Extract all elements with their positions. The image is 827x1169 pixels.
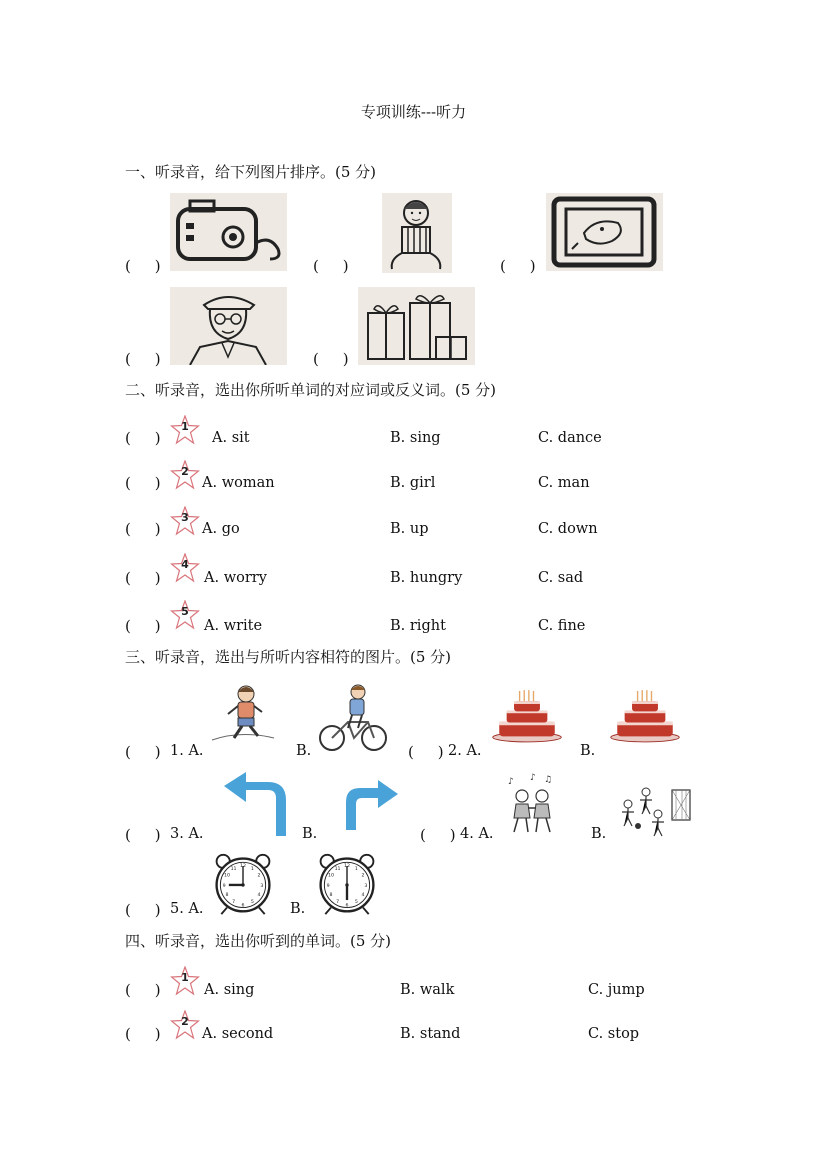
gifts-icon: [358, 287, 475, 365]
answer-blank[interactable]: ( ): [125, 350, 161, 368]
answer-blank[interactable]: ( ): [313, 350, 349, 368]
option-a[interactable]: A. go: [202, 521, 240, 537]
star-icon: 2: [170, 1010, 200, 1040]
answer-blank[interactable]: ( ): [125, 520, 161, 538]
cake-icon: [490, 686, 564, 746]
svg-text:♪: ♪: [530, 773, 536, 783]
page-title: 专项训练---听力: [360, 103, 467, 121]
section-1-heading: 一、听录音，给下列图片排序。(5 分): [125, 163, 377, 181]
option-b-picture[interactable]: [314, 852, 380, 916]
option-b-label: B.: [296, 743, 312, 759]
answer-blank[interactable]: ( ): [125, 826, 161, 844]
grandpa-icon: [170, 287, 287, 365]
option-b-label: B.: [580, 743, 596, 759]
option-a-picture[interactable]: [504, 772, 560, 838]
option-b-label: B.: [302, 826, 318, 842]
option-a[interactable]: A. write: [204, 618, 263, 634]
option-c[interactable]: C. sad: [538, 570, 584, 586]
answer-blank[interactable]: ( ): [125, 569, 161, 587]
option-b-picture[interactable]: [616, 782, 694, 838]
option-b[interactable]: B. right: [390, 618, 446, 634]
option-b-picture[interactable]: [318, 682, 388, 754]
option-b[interactable]: B. sing: [390, 430, 441, 446]
answer-blank[interactable]: ( ): [500, 257, 536, 275]
option-b[interactable]: B. stand: [400, 1026, 461, 1042]
star-icon: 5: [170, 600, 200, 630]
clock-icon: [314, 852, 380, 916]
q5-label: 5. A.: [170, 901, 204, 917]
option-b-label: B.: [290, 901, 306, 917]
option-c[interactable]: C. down: [538, 521, 598, 537]
option-a[interactable]: A. worry: [204, 570, 267, 586]
cycling-boy-icon: [318, 682, 388, 754]
dancing-kids-icon: [504, 772, 560, 838]
playing-kids-icon: [616, 782, 694, 838]
svg-text:♫: ♫: [544, 775, 553, 785]
option-c[interactable]: C. stop: [588, 1026, 640, 1042]
tv-picture: [546, 193, 663, 271]
star-icon: 1: [170, 415, 200, 445]
option-b-picture[interactable]: [608, 686, 682, 746]
answer-blank[interactable]: ( ): [125, 981, 161, 999]
option-b[interactable]: B. up: [390, 521, 429, 537]
answer-blank[interactable]: ( ): [125, 257, 161, 275]
option-c[interactable]: C. man: [538, 475, 590, 491]
answer-blank[interactable]: ( ): [125, 901, 161, 919]
svg-text:♪: ♪: [508, 777, 514, 787]
option-b[interactable]: B. walk: [400, 982, 455, 998]
option-a-picture[interactable]: [210, 682, 276, 746]
option-a[interactable]: A. sit: [212, 430, 250, 446]
option-c[interactable]: C. jump: [588, 982, 645, 998]
option-a-picture[interactable]: [490, 686, 564, 746]
star-icon: 1: [170, 966, 200, 996]
q1-label: 1. A.: [170, 743, 204, 759]
running-boy-icon: [210, 682, 276, 746]
camera-icon: [170, 193, 287, 271]
star-icon: 4: [170, 553, 200, 583]
answer-blank[interactable]: ( ): [125, 1025, 161, 1043]
answer-blank[interactable]: ( ): [125, 743, 161, 761]
q4-label: 4. A.: [460, 826, 494, 842]
option-b[interactable]: B. girl: [390, 475, 436, 491]
boy-picture: [382, 193, 452, 273]
clock-icon: [210, 852, 276, 916]
section-4-heading: 四、听录音，选出你听到的单词。(5 分): [125, 932, 392, 950]
option-b-picture[interactable]: [344, 780, 400, 832]
option-a[interactable]: A. woman: [202, 475, 275, 491]
turn-left-arrow-icon: [222, 772, 290, 838]
option-a[interactable]: A. sing: [204, 982, 255, 998]
camera-picture: [170, 193, 287, 271]
option-a-picture[interactable]: [222, 772, 290, 838]
cake-icon: [608, 686, 682, 746]
q3-label: 3. A.: [170, 826, 204, 842]
answer-blank[interactable]: ( ): [125, 429, 161, 447]
option-b-label: B.: [591, 826, 607, 842]
answer-blank[interactable]: ( ): [408, 743, 444, 761]
answer-blank[interactable]: ( ): [420, 826, 456, 844]
star-icon: 3: [170, 506, 200, 536]
option-a-picture[interactable]: [210, 852, 276, 916]
answer-blank[interactable]: ( ): [313, 257, 349, 275]
option-c[interactable]: C. dance: [538, 430, 602, 446]
section-3-heading: 三、听录音，选出与所听内容相符的图片。(5 分): [125, 648, 452, 666]
option-a[interactable]: A. second: [202, 1026, 274, 1042]
boy-icon: [382, 193, 452, 273]
answer-blank[interactable]: ( ): [125, 617, 161, 635]
option-c[interactable]: C. fine: [538, 618, 586, 634]
q2-label: 2. A.: [448, 743, 482, 759]
gifts-picture: [358, 287, 475, 365]
tv-icon: [546, 193, 663, 271]
option-b[interactable]: B. hungry: [390, 570, 463, 586]
star-icon: 2: [170, 460, 200, 490]
answer-blank[interactable]: ( ): [125, 474, 161, 492]
section-2-heading: 二、听录音，选出你所听单词的对应词或反义词。(5 分): [125, 381, 497, 399]
turn-right-arrow-icon: [344, 780, 400, 832]
grandpa-picture: [170, 287, 287, 365]
